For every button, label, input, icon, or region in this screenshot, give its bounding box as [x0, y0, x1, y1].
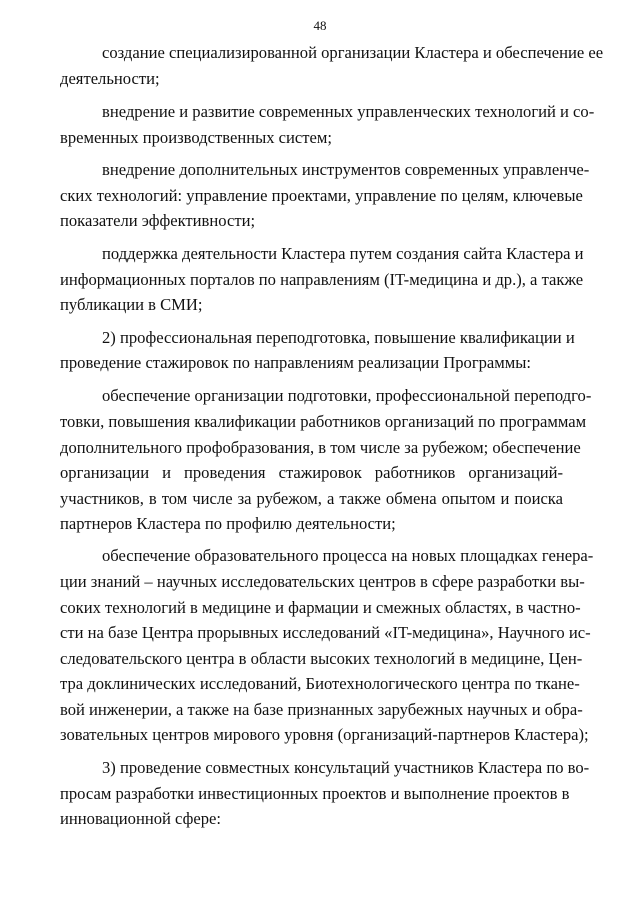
text-line: обеспечение образовательного процесса на новых площадках генера- — [102, 546, 594, 565]
text-line: ских технологий: управление проектами, управление по целям, ключевые — [60, 186, 583, 205]
text-line: 3) проведение совместных консультаций участников Кластера по во- — [102, 758, 590, 777]
text-line: внедрение и развитие современных управленческих технологий и со- — [102, 102, 595, 121]
text-line: вой инженерии, а также на базе признанных зарубежных научных и обра- — [60, 700, 583, 719]
text-line: публикации в СМИ; — [60, 295, 203, 314]
text-line: зовательных центров мирового уровня (организаций-партнеров Кластера); — [60, 725, 589, 744]
text-line: обеспечение организации подготовки, профессиональной переподго- — [102, 386, 592, 405]
text-line: партнеров Кластера по профилю деятельности; — [60, 514, 396, 533]
text-line: проведение стажировок по направлениям реализации Программы: — [60, 353, 532, 372]
text-line: следовательского центра в области высоких технологий в медицине, Цен- — [60, 649, 583, 668]
text-line: сти на базе Центра прорывных исследований «IT-медицина», Научного ис- — [60, 623, 591, 642]
text-line: 2) профессиональная переподготовка, повышение квалификации и — [102, 328, 575, 347]
text-line: участников, в том числе за рубежом, а также обмена опытом и поиска — [60, 489, 563, 508]
text-line: ции знаний – научных исследовательских центров в сфере разработки вы- — [60, 572, 585, 591]
text-line: тра доклинических исследований, Биотехнологического центра по ткане- — [60, 674, 580, 693]
text-line: создание специализированной организации Кластера и обеспечение ее — [102, 43, 604, 62]
text-line: организации и проведения стажировок работников организаций- — [60, 463, 563, 482]
text-line: просам разработки инвестиционных проектов и выполнение проектов в — [60, 784, 570, 803]
text-line: дополнительного профобразования, в том числе за рубежом; обеспечение — [60, 438, 581, 457]
text-line: деятельности; — [60, 69, 160, 88]
text-line: инновационной сфере: — [60, 809, 222, 828]
text-line: информационных порталов по направлениям (IT-медицина и др.), а также — [60, 270, 584, 289]
text-line: временных производственных систем; — [60, 128, 333, 147]
text-line: соких технологий в медицине и фармации и смежных областях, в частно- — [60, 598, 581, 617]
text-line: товки, повышения квалификации работников организаций по программам — [60, 412, 587, 431]
text-line: поддержка деятельности Кластера путем создания сайта Кластера и — [102, 244, 584, 263]
text-line: внедрение дополнительных инструментов современных управленче- — [102, 160, 590, 179]
page-number: 48 — [313, 18, 327, 33]
text-line: показатели эффективности; — [60, 211, 256, 230]
